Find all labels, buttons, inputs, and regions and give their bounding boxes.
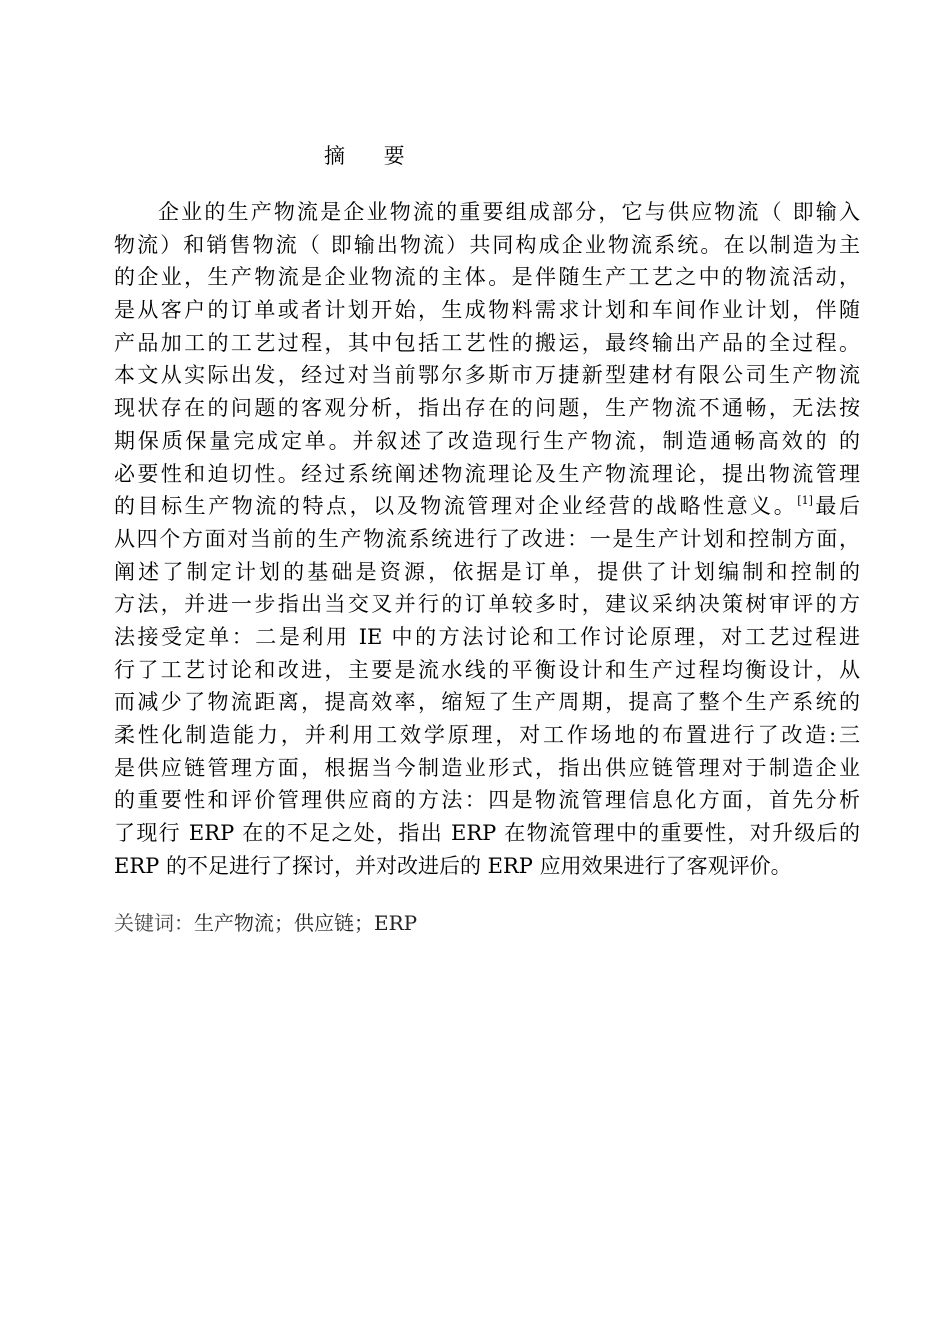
abstract-line: 方法，并进一步指出当交叉并行的订单较多时，建议采纳决策树审评的方 bbox=[114, 592, 860, 617]
citation-line-text: 的目标生产物流的特点，以及物流管理对企业经营的战略性意义。 bbox=[114, 494, 798, 519]
abstract-title: 摘 要 bbox=[324, 144, 421, 168]
abstract-line: 了现行 ERP 在的不足之处，指出 ERP 在物流管理中的重要性，对升级后的 bbox=[114, 821, 860, 846]
abstract-line: 本文从实际出发，经过对当前鄂尔多斯市万捷新型建材有限公司生产物流 bbox=[114, 363, 860, 388]
keywords-value: 生产物流；供应链；ERP bbox=[194, 911, 418, 935]
abstract-line: 法接受定单：二是利用 IE 中的方法讨论和工作讨论原理，对工艺过程进 bbox=[114, 624, 860, 649]
abstract-line: 的重要性和评价管理供应商的方法：四是物流管理信息化方面，首先分析 bbox=[114, 788, 860, 813]
abstract-line-citation bbox=[114, 490, 860, 523]
abstract-line: 的企业，生产物流是企业物流的主体。是伴随生产工艺之中的物流活动， bbox=[114, 265, 860, 290]
abstract-line: 是从客户的订单或者计划开始，生成物料需求计划和车间作业计划，伴随 bbox=[114, 298, 860, 323]
abstract-line: 物流）和销售物流（ 即输出物流）共同构成企业物流系统。在以制造为主 bbox=[114, 232, 860, 257]
abstract-line: 企业的生产物流是企业物流的重要组成部分，它与供应物流（ 即输入 bbox=[158, 200, 860, 224]
abstract-line: 期保质保量完成定单。并叙述了改造现行生产物流，制造通畅高效的 的 bbox=[114, 428, 860, 453]
abstract-line: 现状存在的问题的客观分析，指出存在的问题，生产物流不通畅，无法按 bbox=[114, 396, 860, 421]
abstract-line: 是供应链管理方面，根据当今制造业形式，指出供应链管理对于制造企业 bbox=[114, 755, 860, 780]
abstract-line: 行了工艺讨论和改进，主要是流水线的平衡设计和生产过程均衡设计，从 bbox=[114, 657, 860, 682]
keywords-label: 关键词： bbox=[114, 911, 194, 935]
citation-line-tail: 最后 bbox=[812, 494, 860, 519]
abstract-line: 必要性和迫切性。经过系统阐述物流理论及生产物流理论，提出物流管理 bbox=[114, 461, 860, 486]
abstract-line: 产品加工的工艺过程，其中包括工艺性的搬运，最终输出产品的全过程。 bbox=[114, 330, 860, 355]
abstract-line: 从四个方面对当前的生产物流系统进行了改进：一是生产计划和控制方面， bbox=[114, 526, 860, 551]
citation-marker[interactable]: [1] bbox=[797, 494, 813, 508]
abstract-body bbox=[114, 196, 860, 882]
abstract-line: ERP 的不足进行了探讨，并对改进后的 ERP 应用效果进行了客观评价。 bbox=[114, 853, 792, 878]
abstract-line: 柔性化制造能力，并利用工效学原理，对工作场地的布置进行了改造:三 bbox=[114, 723, 860, 747]
keywords bbox=[114, 908, 417, 938]
abstract-line: 而减少了物流距离，提高效率，缩短了生产周期，提高了整个生产系统的 bbox=[114, 690, 860, 715]
abstract-line: 阐述了制定计划的基础是资源，依据是订单，提供了计划编制和控制的 bbox=[114, 559, 860, 584]
